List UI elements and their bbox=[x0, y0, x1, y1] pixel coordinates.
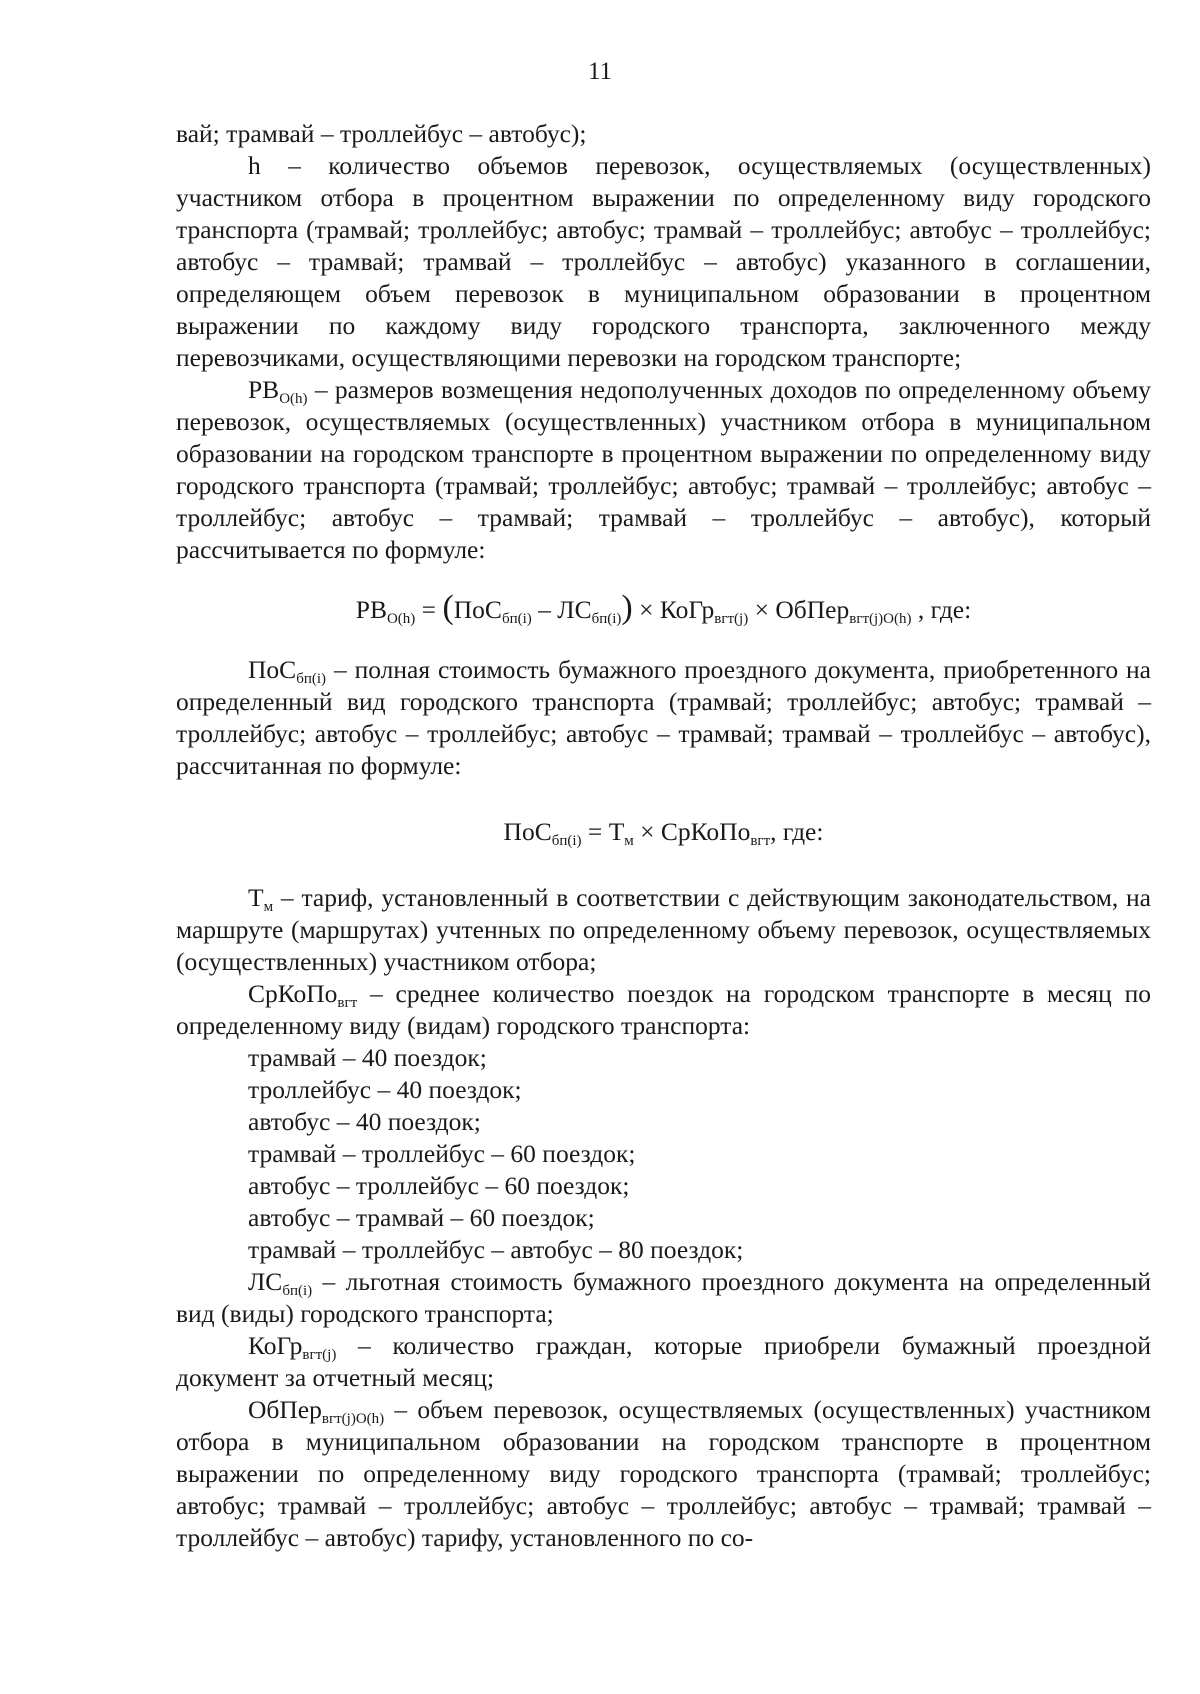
formula-symbol: КоГр bbox=[659, 595, 715, 624]
trips-list bbox=[176, 1042, 1151, 1266]
definition-text: – льготная стоимость бумажного проездного документа на определенный вид (виды) городского транспорта; bbox=[176, 1267, 1151, 1328]
definition-text: – объем перевозок, осуществляемых (осуществленных) участником отбора в муниципальном образовании на городском транспорте в процентном выражении по определенному виду городского транспорта (трамвай; троллейбус; автобус; трамвай – троллейбус; автобус – троллейбус; автобус – трамвай; трамвай – троллейбус – автобус) тарифу, установленного по со- bbox=[176, 1395, 1151, 1552]
paragraph-h-definition: h – количество объемов перевозок, осуществляемых (осуществленных) участником отбора в процентном выражении по определенному виду городского транспорта (трамвай; троллейбус; автобус; трамвай – троллейбус; автобус – троллейбус; автобус – трамвай; трамвай – троллейбус – автобус) указанного в соглашении, определяющем объем перевозок в муниципальном образовании в процентном выражении по каждому виду городского транспорта, заключенного между перевозчиками, осуществляющими перевозки на городском транспорте; bbox=[176, 151, 1151, 372]
formula-symbol: СрКоПо bbox=[660, 817, 751, 846]
term-pos: ПоС bbox=[248, 655, 297, 684]
term-ls: ЛС bbox=[248, 1267, 283, 1296]
subscript: бп(i) bbox=[501, 611, 532, 627]
formula-symbol: РВ bbox=[355, 595, 387, 624]
subscript: О(h) bbox=[279, 391, 308, 407]
subscript: бп(i) bbox=[551, 833, 582, 849]
subscript: вгт(j) bbox=[302, 1347, 337, 1363]
paragraph-tm-definition bbox=[176, 882, 1151, 978]
definition-text: – размеров возмещения недополученных доходов по определенному объему перевозок, осуществляемых (осуществленных) участником отбора в муниципальном образовании на городском транспорте в процентном выражении по определенному виду городского транспорта (трамвай; троллейбус; автобус; трамвай – троллейбус; автобус – троллейбус; автобус – трамвай; трамвай – троллейбус – автобус), который рассчитывается по формуле: bbox=[176, 375, 1151, 564]
term-rv: РВ bbox=[248, 375, 280, 404]
term-kogr: КоГр bbox=[248, 1331, 303, 1360]
formula-operator: – bbox=[531, 595, 558, 624]
subscript: бп(i) bbox=[296, 671, 327, 687]
page-number: 11 bbox=[587, 58, 613, 85]
paragraph-continuation: вай; трамвай – троллейбус – автобус); bbox=[176, 119, 587, 148]
term-srkopo: СрКоПо bbox=[248, 979, 338, 1008]
paragraph-ls-definition bbox=[176, 1266, 1151, 1330]
formula-symbol: Т bbox=[608, 817, 625, 846]
formula-tail: , где: bbox=[770, 817, 824, 846]
formula-rv bbox=[176, 590, 1151, 630]
subscript: бп(i) bbox=[591, 611, 622, 627]
formula-tail: , где: bbox=[911, 595, 972, 624]
formula-symbol: ПоС bbox=[453, 595, 502, 624]
list-item: троллейбус – 40 поездок; bbox=[248, 1075, 522, 1104]
formula-symbol: ЛС bbox=[557, 595, 592, 624]
paragraph-obper-definition bbox=[176, 1394, 1151, 1554]
formula-operator: × bbox=[632, 595, 660, 624]
subscript: вгт(j)О(h) bbox=[321, 1411, 385, 1427]
list-item: автобус – троллейбус – 60 поездок; bbox=[248, 1171, 630, 1200]
definition-text: – тариф, установленный в соответствии с действующим законодательством, на маршруте (маршрутах) учтенных по определенному объему перевозок, осуществляемых (осуществленных) участником отбора; bbox=[176, 883, 1151, 976]
definition-text: – полная стоимость бумажного проездного документа, приобретенного на определенный вид городского транспорта (трамвай; троллейбус; автобус; трамвай – троллейбус; автобус – троллейбус; автобус – трамвай; трамвай – троллейбус – автобус), рассчитанная по формуле: bbox=[176, 655, 1151, 780]
subscript: м bbox=[624, 833, 634, 849]
formula-symbol: ОбПер bbox=[775, 595, 850, 624]
formula-operator: × bbox=[748, 595, 776, 624]
paragraph-rv-definition bbox=[176, 374, 1151, 566]
paragraph-kogr-definition bbox=[176, 1330, 1151, 1394]
definition-text: – количество граждан, которые приобрели бумажный проездной документ за отчетный месяц; bbox=[176, 1331, 1151, 1392]
subscript: О(h) bbox=[386, 611, 416, 627]
list-item: трамвай – 40 поездок; bbox=[248, 1043, 487, 1072]
formula-pos bbox=[176, 812, 1151, 852]
subscript: бп(i) bbox=[282, 1283, 313, 1299]
formula-symbol: ПоС bbox=[503, 817, 552, 846]
document-body bbox=[176, 118, 1151, 1554]
term-tm: Т bbox=[248, 883, 264, 912]
formula-paren: ( bbox=[442, 589, 454, 626]
subscript: вгт(j) bbox=[714, 611, 749, 627]
formula-paren: ) bbox=[621, 589, 633, 626]
subscript: вгт(j)О(h) bbox=[849, 611, 912, 627]
term-obper: ОбПер bbox=[248, 1395, 322, 1424]
list-item: автобус – трамвай – 60 поездок; bbox=[248, 1203, 595, 1232]
subscript: вгт bbox=[337, 995, 358, 1011]
paragraph-srkopo-definition bbox=[176, 978, 1151, 1042]
formula-operator: × bbox=[633, 817, 661, 846]
paragraph-pos-definition bbox=[176, 654, 1151, 782]
list-item: трамвай – троллейбус – 60 поездок; bbox=[248, 1139, 636, 1168]
subscript: м bbox=[263, 899, 274, 915]
list-item: трамвай – троллейбус – автобус – 80 поездок; bbox=[248, 1235, 744, 1264]
subscript: вгт bbox=[750, 833, 771, 849]
formula-operator: = bbox=[415, 595, 443, 624]
definition-text: – среднее количество поездок на городском транспорте в месяц по определенному виду (видам) городского транспорта: bbox=[176, 979, 1151, 1040]
list-item: автобус – 40 поездок; bbox=[248, 1107, 481, 1136]
formula-operator: = bbox=[581, 817, 609, 846]
